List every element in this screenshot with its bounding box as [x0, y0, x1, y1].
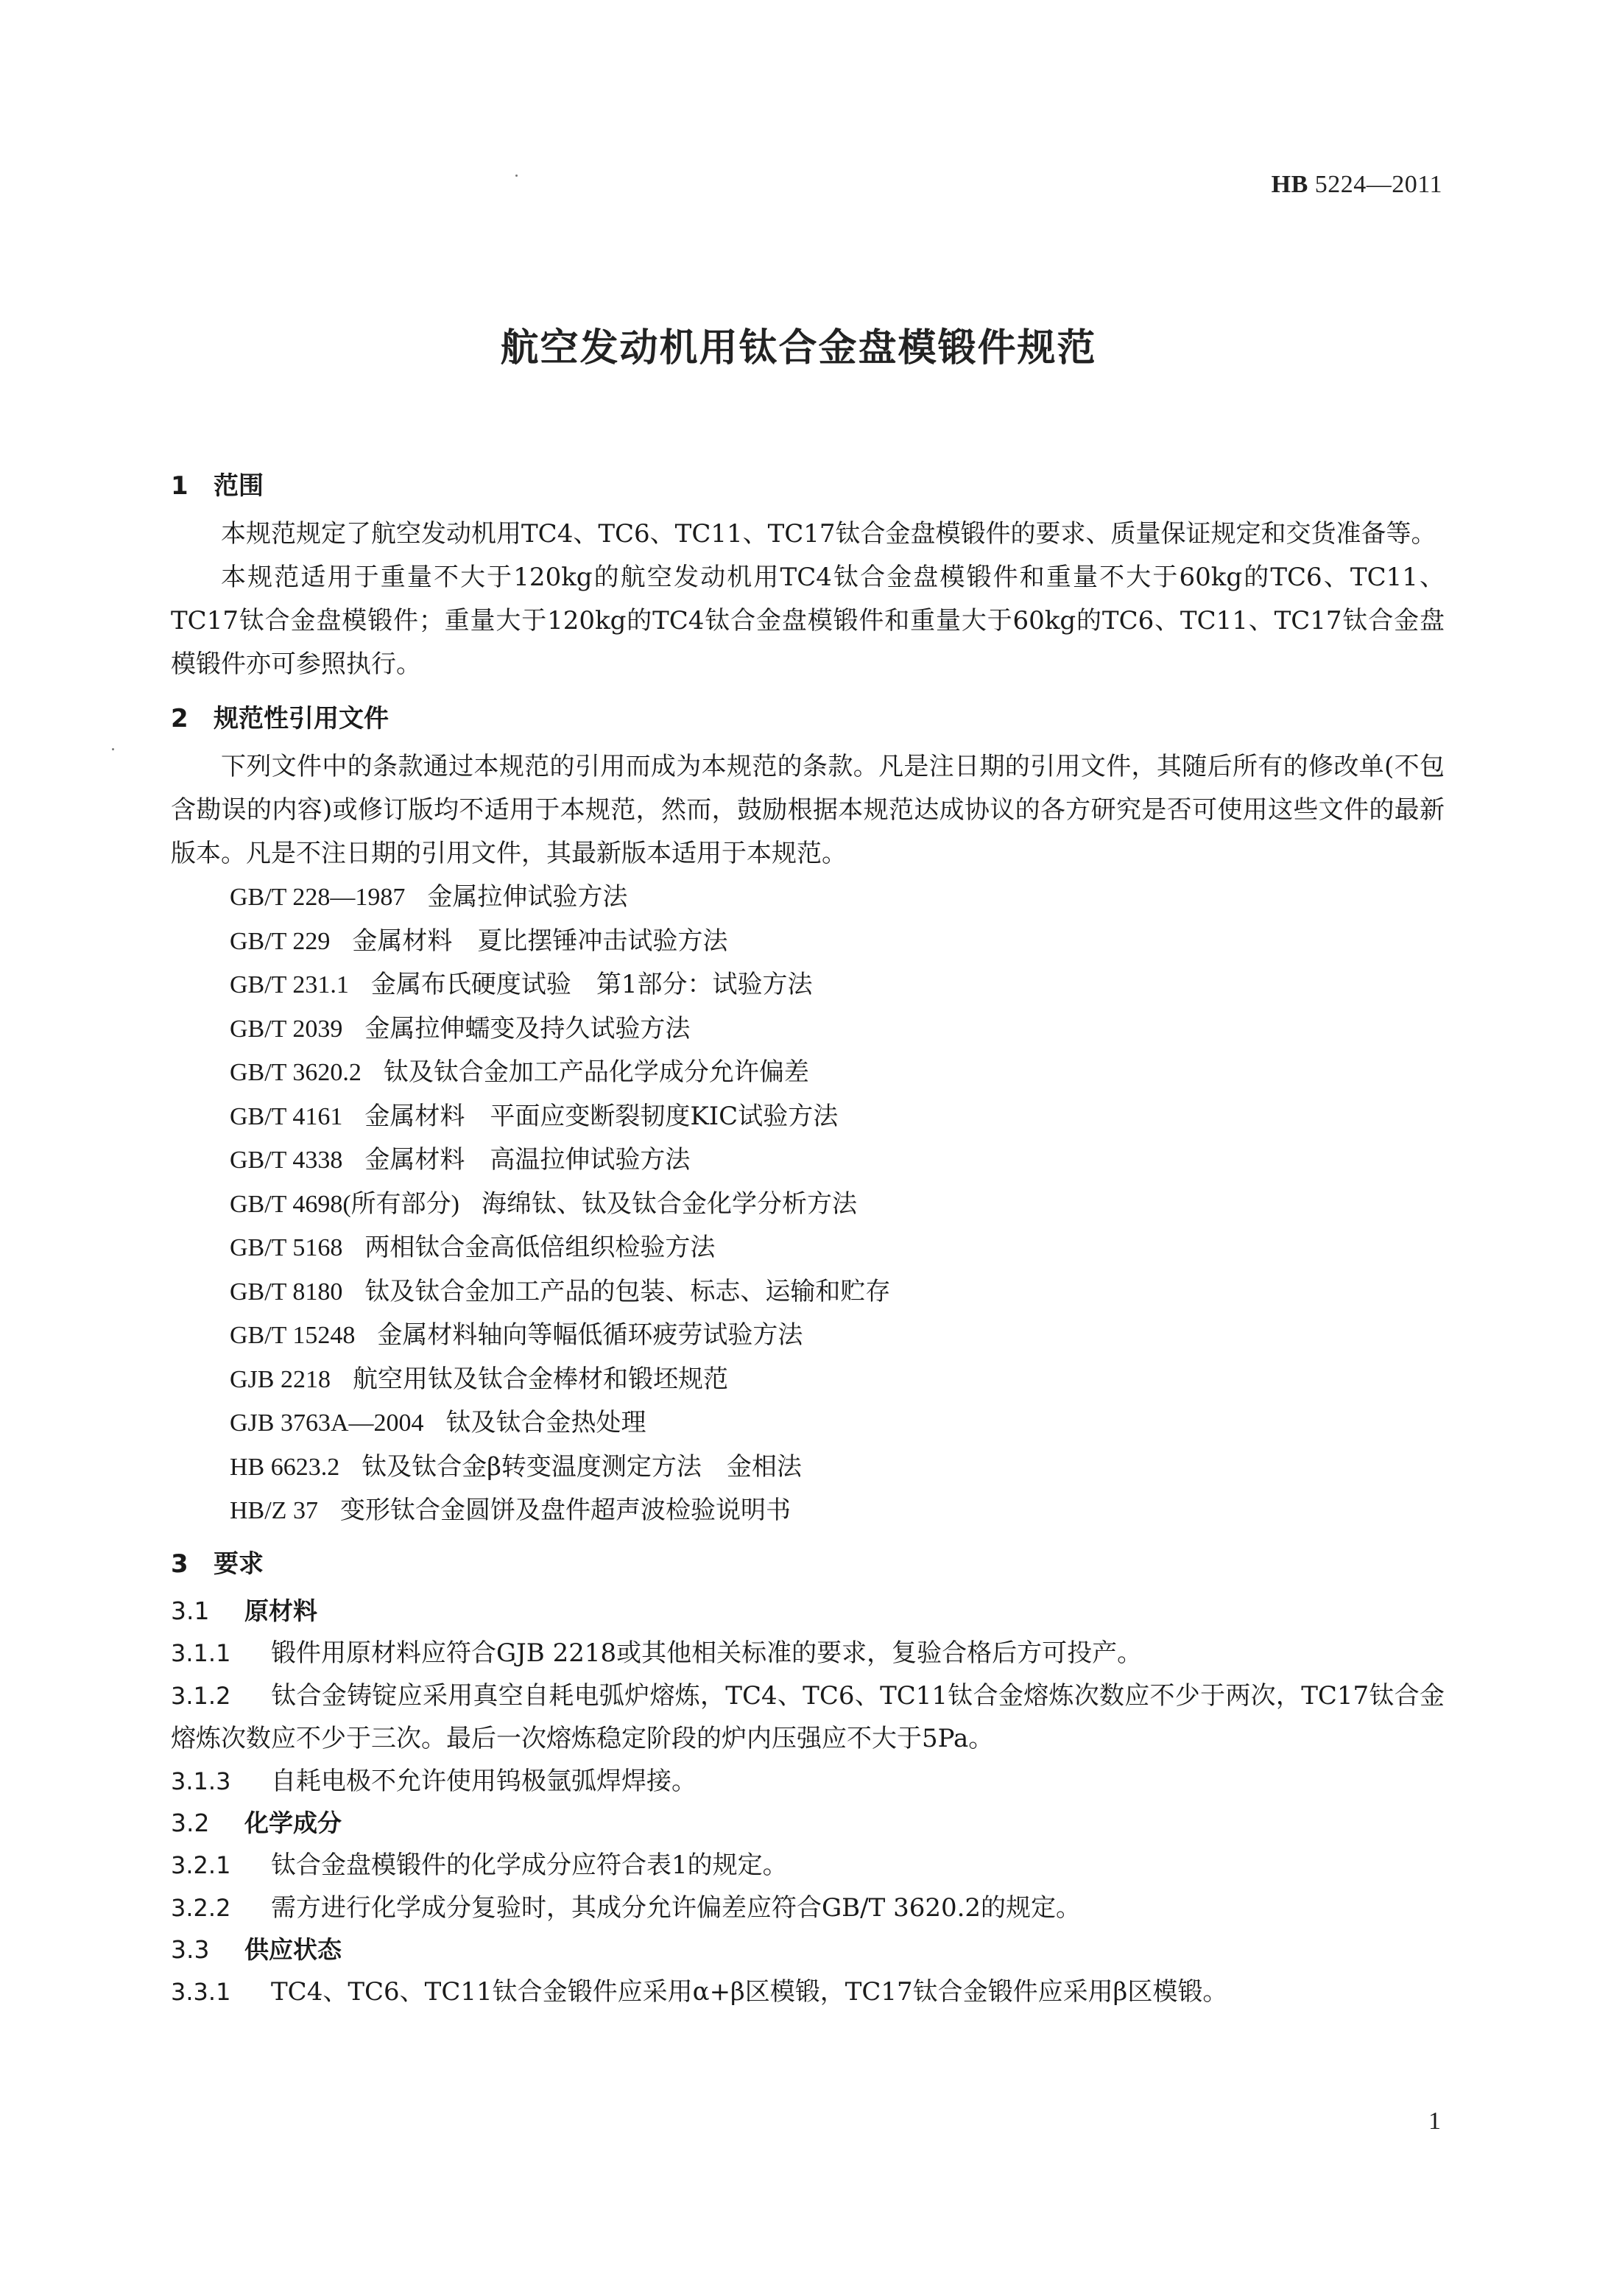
reference-code: GB/T 5168: [230, 1234, 343, 1261]
reference-item: [171, 1314, 1445, 1358]
section-title: 范围: [214, 471, 264, 501]
section-number: 2: [171, 704, 188, 733]
reference-list: [171, 876, 1445, 1533]
section-title: 要求: [214, 1549, 264, 1579]
reference-code: GB/T 15248: [230, 1322, 356, 1349]
reference-code: HB/Z 37: [230, 1497, 318, 1524]
subsection-heading: [171, 1591, 1445, 1632]
reference-item: [171, 963, 1445, 1007]
clause-number: 3.2.2: [171, 1893, 231, 1922]
clause-text: 钛合金盘模锻件的化学成分应符合表1的规定。: [271, 1850, 788, 1880]
paragraph: 本规范规定了航空发动机用TC4、TC6、TC11、TC17钛合金盘模锻件的要求、质量保证规定和交货准备等。: [221, 519, 1436, 549]
clause-number: 3.2.1: [171, 1850, 231, 1879]
reference-title: 航空用钛及钛合金棒材和锻坯规范: [352, 1364, 728, 1394]
reference-item: [171, 1007, 1445, 1052]
reference-title: 钛及钛合金热处理: [445, 1408, 646, 1437]
reference-code: HB 6623.2: [230, 1453, 340, 1481]
reference-code: GB/T 4698(所有部分): [230, 1190, 459, 1218]
subsection-heading: [171, 1803, 1445, 1844]
reference-item: [171, 1051, 1445, 1095]
standard-prefix: HB: [1271, 171, 1308, 198]
clause: [171, 1887, 1445, 1929]
reference-code: GB/T 3620.2: [230, 1059, 362, 1086]
reference-item: [171, 1445, 1445, 1490]
clause-text: 锻件用原材料应符合GJB 2218或其他相关标准的要求，复验合格后方可投产。: [271, 1638, 1143, 1668]
reference-title: 金属材料 平面应变断裂韧度KIC试验方法: [364, 1101, 839, 1131]
section-number: 1: [171, 471, 188, 501]
clause-number: 3.1.1: [171, 1638, 231, 1667]
subsection-title: 化学成分: [244, 1808, 342, 1837]
reference-title: 海绵钛、钛及钛合金化学分析方法: [481, 1189, 857, 1219]
reference-title: 金属材料 夏比摆锤冲击试验方法: [352, 926, 728, 956]
subsection-heading: [171, 1929, 1445, 1971]
clause: [171, 1675, 1445, 1760]
reference-code: GB/T 2039: [230, 1015, 343, 1043]
section-heading: [171, 1543, 1445, 1585]
subsection-number: 3.2: [171, 1808, 210, 1837]
reference-code: GB/T 228—1987: [230, 884, 406, 911]
reference-code: GB/T 229: [230, 927, 331, 955]
paragraph: 本规范适用于重量不大于120kg的航空发动机用TC4钛合金盘模锻件和重量不大于60kg的TC6、TC11、TC17钛合金盘模锻件；重量大于120kg的TC4钛合金盘模锻件和重量大于60kg的TC6、TC11、TC17钛合金盘模锻件亦可参照执行。: [171, 563, 1445, 679]
paragraph: 下列文件中的条款通过本规范的引用而成为本规范的条款。凡是注日期的引用文件，其随后所有的修改单(不包含勘误的内容)或修订版均不适用于本规范，然而，鼓励根据本规范达成协议的各方研究是否可使用这些文件的最新版本。凡是不注日期的引用文件，其最新版本适用于本规范。: [171, 752, 1445, 868]
reference-item: [171, 1226, 1445, 1270]
reference-code: GB/T 4161: [230, 1102, 343, 1130]
subsection-number: 3.3: [171, 1934, 210, 1964]
section-heading: [171, 465, 1445, 507]
standard-number: [1272, 171, 1442, 199]
reference-item: [171, 1401, 1445, 1445]
reference-title: 金属材料 高温拉伸试验方法: [364, 1145, 691, 1175]
clause: [171, 1760, 1445, 1803]
reference-item: [171, 1138, 1445, 1183]
reference-code: GB/T 4338: [230, 1147, 343, 1174]
clause: [171, 1632, 1445, 1675]
clause: [171, 1971, 1445, 2013]
reference-item: [171, 1270, 1445, 1314]
section-heading: [171, 698, 1445, 739]
reference-title: 钛及钛合金β转变温度测定方法 金相法: [362, 1451, 802, 1482]
reference-code: GJB 3763A—2004: [230, 1409, 424, 1437]
reference-item: [171, 1095, 1445, 1139]
section-number: 3: [171, 1549, 188, 1579]
clause-text: 钛合金铸锭应采用真空自耗电弧炉熔炼，TC4、TC6、TC11钛合金熔炼次数应不少于两次，TC17钛合金熔炼次数应不少于三次。最后一次熔炼稳定阶段的炉内压强应不大于5Pa。: [171, 1680, 1445, 1753]
reference-item: [171, 920, 1445, 964]
subsection-title: 供应状态: [244, 1934, 342, 1964]
reference-title: 金属拉伸试验方法: [427, 882, 628, 912]
clause-number: 3.1.2: [171, 1681, 231, 1710]
reference-title: 钛及钛合金加工产品的包装、标志、运输和贮存: [364, 1276, 891, 1306]
document-title: 航空发动机用钛合金盘模锻件规范: [500, 326, 1097, 370]
reference-item: [171, 1358, 1445, 1402]
document-body: [171, 458, 1445, 2013]
reference-title: 金属材料轴向等幅低循环疲劳试验方法: [377, 1320, 803, 1350]
reference-title: 金属拉伸蠕变及持久试验方法: [364, 1013, 691, 1043]
reference-code: GB/T 231.1: [230, 971, 349, 999]
reference-code: GJB 2218: [230, 1365, 331, 1393]
subsection-number: 3.1: [171, 1596, 210, 1625]
clause-text: TC4、TC6、TC11钛合金锻件应采用α+β区模锻，TC17钛合金锻件应采用β区模锻。: [271, 1976, 1228, 2007]
reference-title: 钛及钛合金加工产品化学成分允许偏差: [383, 1057, 809, 1087]
reference-item: [171, 1489, 1445, 1533]
reference-title: 金属布氏硬度试验 第1部分：试验方法: [370, 970, 813, 999]
reference-item: [171, 1183, 1445, 1227]
clause: [171, 1844, 1445, 1887]
reference-code: GB/T 8180: [230, 1278, 343, 1306]
scan-speck: [112, 748, 114, 750]
clause-number: 3.3.1: [171, 1977, 231, 2006]
page-number: 1: [1428, 2107, 1441, 2135]
reference-title: 变形钛合金圆饼及盘件超声波检验说明书: [339, 1496, 791, 1525]
reference-item: [171, 876, 1445, 920]
scan-speck: [515, 175, 518, 177]
section-title: 规范性引用文件: [214, 704, 389, 733]
clause-number: 3.1.3: [171, 1767, 231, 1795]
subsection-title: 原材料: [244, 1596, 317, 1625]
reference-title: 两相钛合金高低倍组织检验方法: [364, 1233, 716, 1262]
clause-text: 需方进行化学成分复验时，其成分允许偏差应符合GB/T 3620.2的规定。: [271, 1892, 1082, 1923]
standard-code: 5224—2011: [1314, 171, 1442, 198]
clause-text: 自耗电极不允许使用钨极氩弧焊焊接。: [271, 1766, 697, 1796]
